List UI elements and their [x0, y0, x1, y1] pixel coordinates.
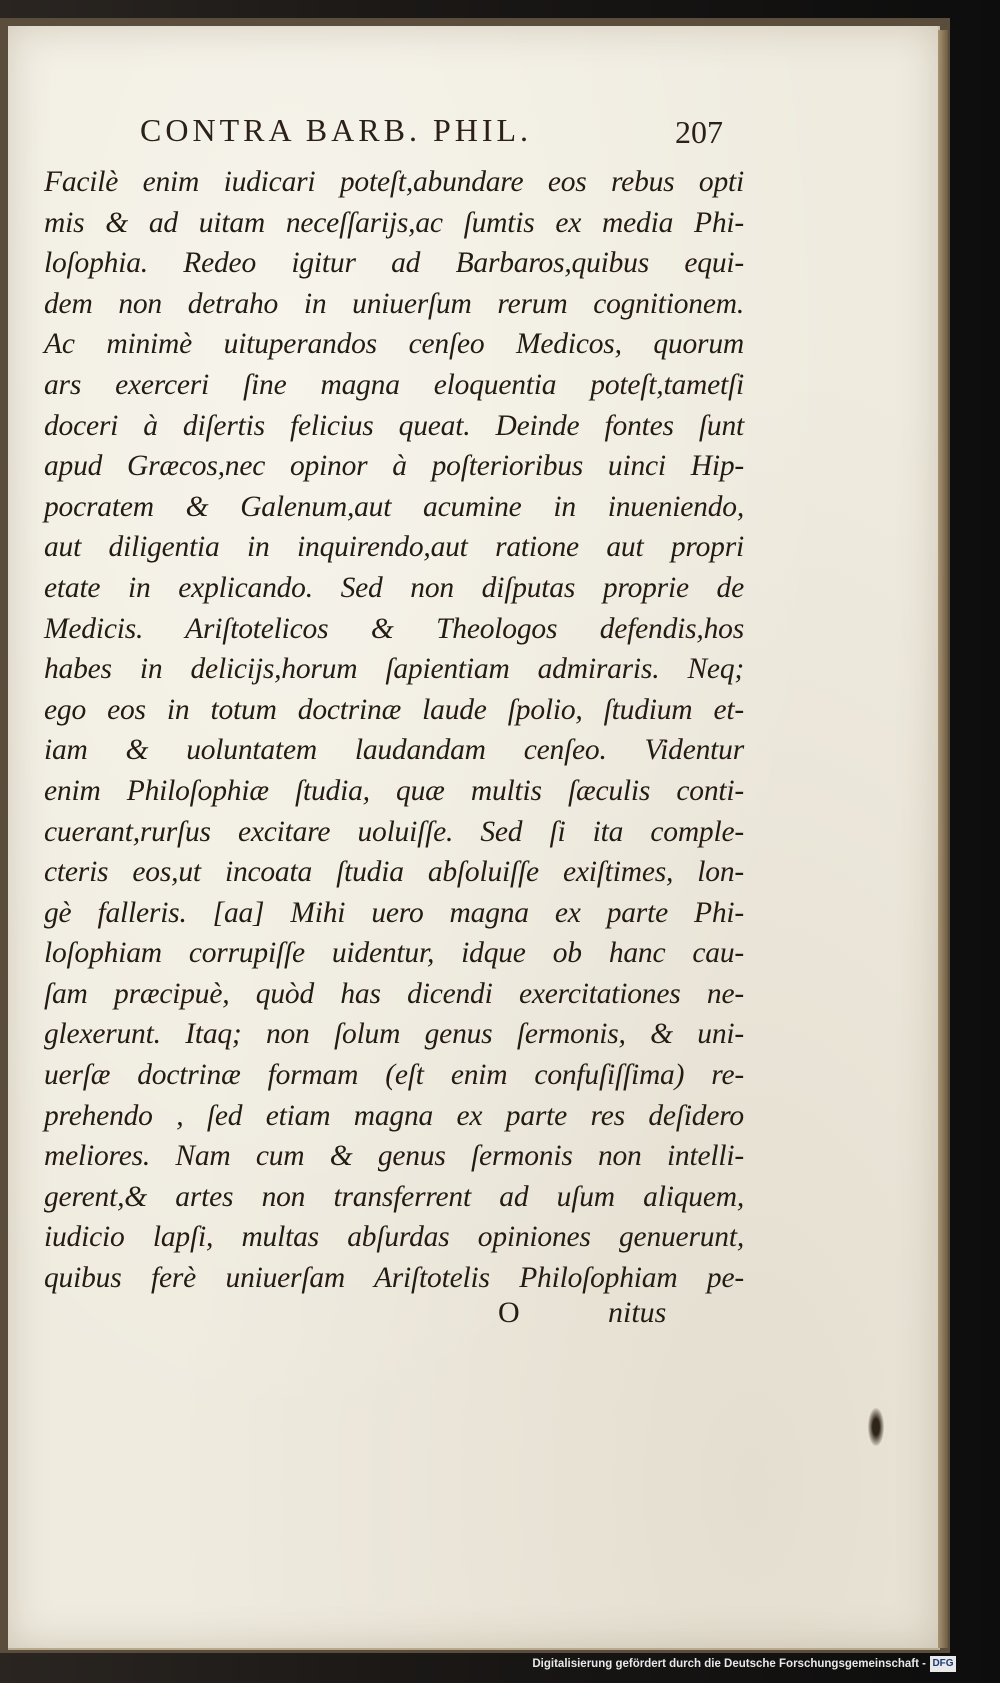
body-text	[44, 162, 744, 1299]
text-line: gè falleris. [aa] Mihi uero magna ex parte Phi-	[44, 896, 744, 929]
text-line: loſophia. Redeo igitur ad Barbaros,quibus equi-	[44, 247, 744, 280]
text-line: Medicis. Ariſtotelicos & Theologos defendis,hos	[44, 612, 744, 645]
text-line: gerent,& artes non transferrent ad uſum aliquem,	[44, 1180, 744, 1213]
text-line: aut diligentia in inquirendo,aut ratione aut propri	[44, 531, 744, 564]
page-edge	[938, 30, 948, 1648]
text-line: mis & ad uitam neceſſarijs,ac ſumtis ex media Phi-	[44, 206, 744, 239]
text-line: iudicio lapſi, multas abſurdas opiniones genuerunt,	[44, 1221, 744, 1254]
text-line: quibus ferè uniuerſam Ariſtotelis Philoſophiam pe-	[44, 1262, 744, 1295]
signature-mark: O	[498, 1296, 520, 1329]
running-head	[140, 112, 740, 156]
text-line: habes in delicijs,horum ſapientiam admiraris. Neq;	[44, 653, 744, 686]
text-line: doceri à diſertis felicius queat. Deinde fontes ſunt	[44, 409, 744, 442]
text-line: meliores. Nam cum & genus ſermonis non intelli-	[44, 1140, 744, 1173]
text-line: pocratem & Galenum,aut acumine in inueniendo,	[44, 490, 744, 523]
text-line: cuerant,rurſus excitare uoluiſſe. Sed ſi ita comple-	[44, 815, 744, 848]
text-line: apud Græcos,nec opinor à poſterioribus uinci Hip-	[44, 450, 744, 483]
text-line: cteris eos,ut incoata ſtudia abſoluiſſe exiſtimes, lon-	[44, 856, 744, 889]
text-line: Facilè enim iudicari poteſt,abundare eos rebus opti	[44, 166, 744, 198]
text-line: uerſæ doctrinæ formam (eſt enim confuſiſſima) re-	[44, 1059, 744, 1092]
text-line: ars exerceri ſine magna eloquentia poteſt,tametſi	[44, 368, 744, 401]
text-line: Ac minimè uituperandos cenſeo Medicos, quorum	[44, 328, 744, 361]
catchword: nitus	[608, 1296, 667, 1329]
text-line: iam & uoluntatem laudandam cenſeo. Videntur	[44, 734, 744, 767]
dfg-logo: DFG	[930, 1656, 956, 1672]
text-line: ſam præcipuè, quòd has dicendi exercitationes ne-	[44, 977, 744, 1010]
text-line: etate in explicando. Sed non diſputas proprie de	[44, 571, 744, 604]
digitization-credit: Digitalisierung gefördert durch die Deutsche Forschungsgemeinschaft -	[532, 1658, 926, 1670]
text-line: glexerunt. Itaq; non ſolum genus ſermonis, & uni-	[44, 1018, 744, 1051]
running-title: CONTRA BARB. PHIL.	[140, 112, 533, 148]
ink-smudge	[868, 1408, 884, 1446]
page-foot	[44, 1296, 744, 1336]
text-line: loſophiam corrupiſſe uidentur, idque ob hanc cau-	[44, 937, 744, 970]
text-line: ego eos in totum doctrinæ laude ſpolio, ſtudium et-	[44, 693, 744, 726]
page-number: 207	[675, 114, 723, 150]
text-line: dem non detraho in uniuerſum rerum cognitionem.	[44, 287, 744, 320]
text-line: prehendo , ſed etiam magna ex parte res deſidero	[44, 1099, 744, 1132]
text-line: enim Philoſophiæ ſtudia, quæ multis ſæculis conti-	[44, 774, 744, 807]
